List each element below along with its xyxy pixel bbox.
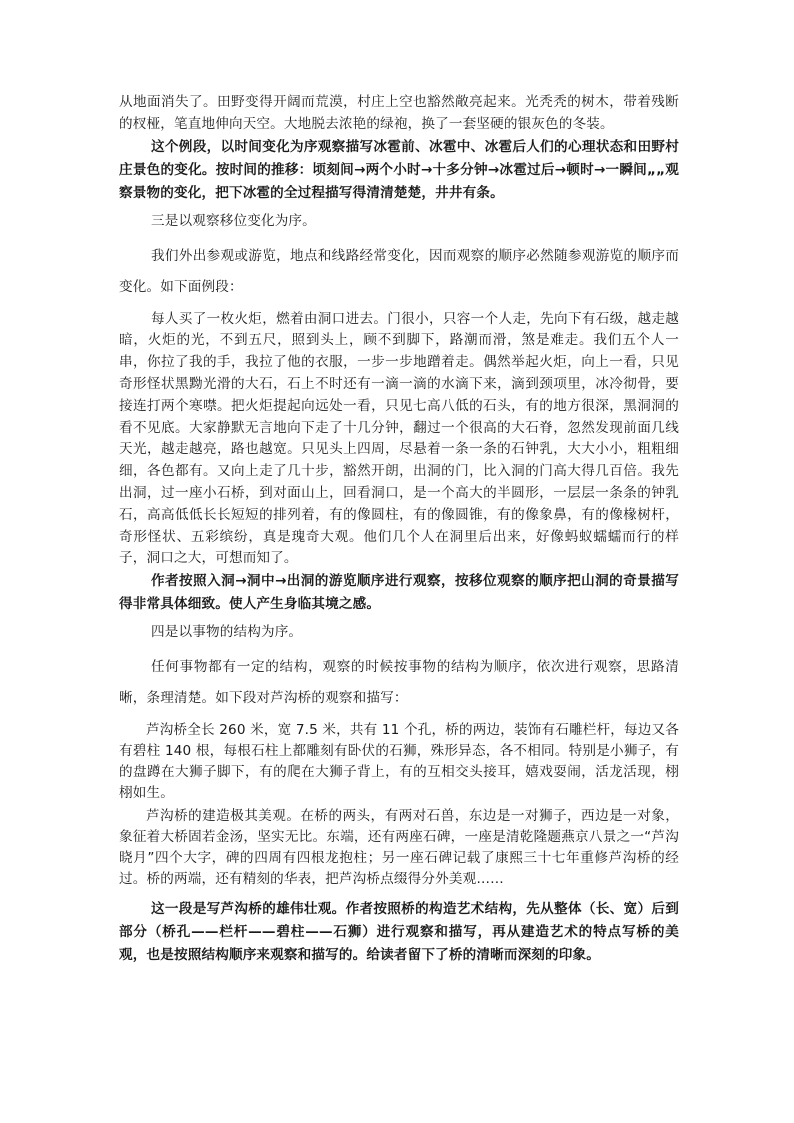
paragraph-travel-intro: 我们外出参观或游览，地点和线路经常变化，因而观察的顺序必然随参观游览的顺序而变化。如下面例段： — [119, 247, 679, 295]
paragraph-winter-scene: 从地面消失了。田野变得开阔而荒漠，村庄上空也豁然敞亮起来。光秃秃的树木，带着残断的杈桠，笔直地伸向天空。大地脱去浓艳的绿袍，换了一套坚硬的银灰色的冬装。 — [119, 94, 679, 132]
commentary-cave: 作者按照入洞→洞中→出洞的游览顺序进行观察，按移位观察的顺序把山洞的奇景描写得非常具体细致。使人产生身临其境之感。 — [119, 573, 679, 613]
commentary-bridge: 这一段是写芦沟桥的雄伟壮观。作者按照桥的构造艺术结构，先从整体（长、宽）后到部分（桥孔——栏杆——碧柱——石狮）进行观察和描写，再从建造艺术的特点写桥的美观，也是按照结构顺序来观察和描写的。给读者留下了桥的清晰而深刻的印象。 — [119, 901, 679, 964]
section-heading-structure-order: 四是以事物的结构为序。 — [151, 624, 303, 641]
example-cave-passage: 每人买了一枚火炬，燃着由洞口进去。门很小，只容一个人走，先向下有石级，越走越暗，火炬的光，不到五尺，照到头上，顾不到脚下，路潮而滑，煞是难走。我们五个人一串，你拉了我的手，我拉了他的衣服，一步一步地蹭着走。偶然举起火炬，向上一看，只见奇形怪状黑黝光滑的大石，石上不时还有一滴一滴的水滴下来，滴到颈项里，冰冷彻骨，要接连打两个寒噤。把火炬提起向远处一看，只见七高八低的石头，有的地方很深，黑洞洞的看不见底。大家静默无言地向下走了十几分钟，翻过一个很高的大石脊，忽然发现前面几线天光，越走越亮，路也越宽。只见头上四周，尽悬着一条一条的石钟乳，大大小小，粗粗细细，各色都有。又向上走了几十步，豁然开朗，出洞的门，比入洞的门高大得几百倍。我先出洞，过一座小石桥，到对面山上，回看洞口，是一个高大的半圆形，一层层一条条的钟乳石，高高低低长长短短的排列着，有的像圆柱，有的像圆锥，有的像象鼻，有的像椽树杆，奇形怪状、五彩缤纷，真是瑰奇大观。他们几个人在洞里后出来，好像蚂蚁蠕蠕而行的样子，洞口之大，可想而知了。 — [119, 310, 679, 567]
example-bridge-beauty: 芦沟桥的建造极其美观。在桥的两头，有两对石兽，东边是一对狮子，西边是一对象，象征着大桥固若金汤，坚实无比。东端，还有两座石碑，一座是清乾隆题燕京八景之一“芦沟晓月”四个大字，碑的四周有四根龙抱柱；另一座石碑记载了康熙三十七年重修芦沟桥的经过。桥的两端，还有精刻的华表，把芦沟桥点缀得分外美观…… — [119, 808, 679, 888]
commentary-time-order: 这个例段，以时间变化为序观察描写冰雹前、冰雹中、冰雹后人们的心理状态和田野村庄景色的变化。按时间的推移：顷刻间→两个小时→十多分钟→冰雹过后→顿时→一瞬间„„观察景物的变化，把下冰雹的全过程描写得清清楚楚，井井有条。 — [119, 138, 679, 201]
paragraph-structure-intro: 任何事物都有一定的结构，观察的时候按事物的结构为顺序，依次进行观察，思路清晰，条理清楚。如下段对芦沟桥的观察和描写： — [119, 659, 679, 707]
section-heading-position-order: 三是以观察移位变化为序。 — [151, 212, 316, 229]
document-page — [119, 92, 679, 967]
example-bridge-dimensions: 芦沟桥全长 260 米，宽 7.5 米，共有 11 个孔，桥的两边，装饰有石雕栏杆，每边又各有碧柱 140 根，每根石柱上都雕刻有卧伏的石狮，殊形异态，各不相同。特别是小狮子，有的盘蹲在大狮子脚下，有的爬在大狮子背上，有的互相交头接耳，嬉戏耍闹，活龙活现，栩栩如生。 — [119, 722, 679, 802]
